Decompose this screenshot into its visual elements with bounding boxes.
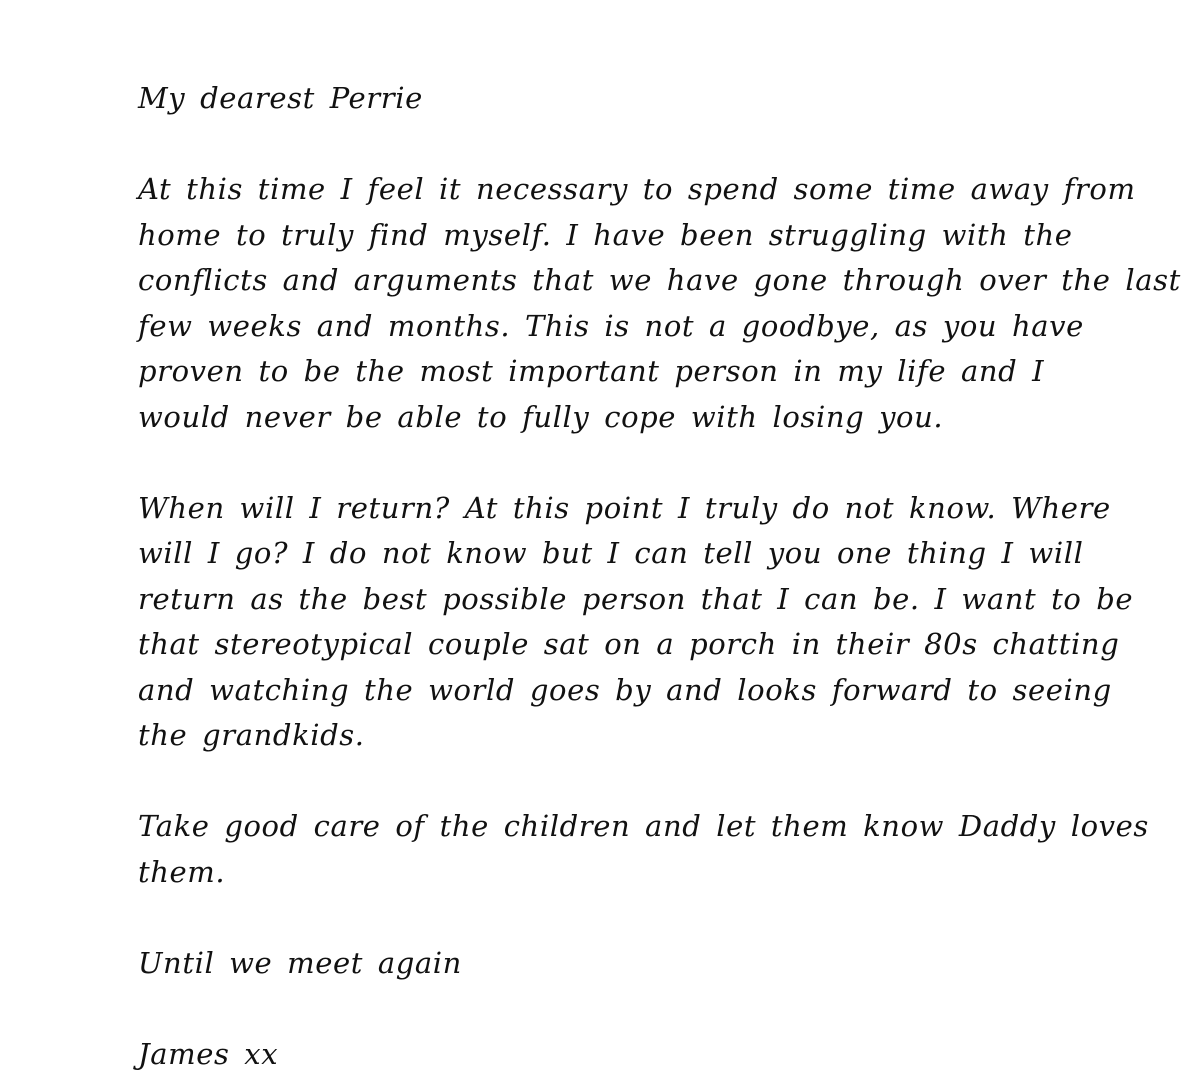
paragraph-line: the grandkids. — [138, 718, 365, 752]
paragraph-line: would never be able to fully cope with losing you. — [138, 399, 944, 434]
paragraph-line: When will I return? At this point I truly do not know. Where — [138, 490, 1111, 525]
paragraph-spacer — [138, 895, 1058, 941]
paragraph-line: Take good care of the children and let them know Daddy loves — [138, 809, 1149, 843]
paragraph-spacer — [138, 122, 1058, 168]
paragraph-1 — [138, 167, 1181, 440]
closing: Until we meet again — [138, 945, 462, 980]
paragraph-line: return as the best possible person that I can be. I want to be — [138, 581, 1134, 616]
paragraph-line: At this time I feel it necessary to spend some time away from — [138, 172, 1136, 206]
paragraph-line: few weeks and months. This is not a goodbye, as you have — [138, 308, 1084, 343]
paragraph-spacer — [138, 986, 1058, 1032]
paragraph-line: and watching the world goes by and looks forward to seeing — [138, 672, 1112, 707]
paragraph-line: proven to be the most important person in my life and I — [138, 354, 1045, 388]
handwritten-letter — [138, 76, 1181, 1077]
paragraph-line: will I go? I do not know but I can tell you one thing I will — [138, 536, 1084, 570]
paragraph-3 — [138, 804, 1149, 895]
paragraph-line: conflicts and arguments that we have gone through over the last — [138, 263, 1181, 297]
paragraph-line: home to truly find myself. I have been struggling with the — [138, 217, 1073, 252]
paragraph-spacer — [138, 440, 1058, 486]
signature: James xx — [138, 1036, 279, 1071]
paragraph-2 — [138, 486, 1134, 759]
paragraph-line: that stereotypical couple sat on a porch in their 80s chatting — [138, 627, 1120, 661]
paragraph-spacer — [138, 759, 1058, 805]
paragraph-line: them. — [138, 854, 226, 889]
salutation: My dearest Perrie — [138, 81, 423, 115]
